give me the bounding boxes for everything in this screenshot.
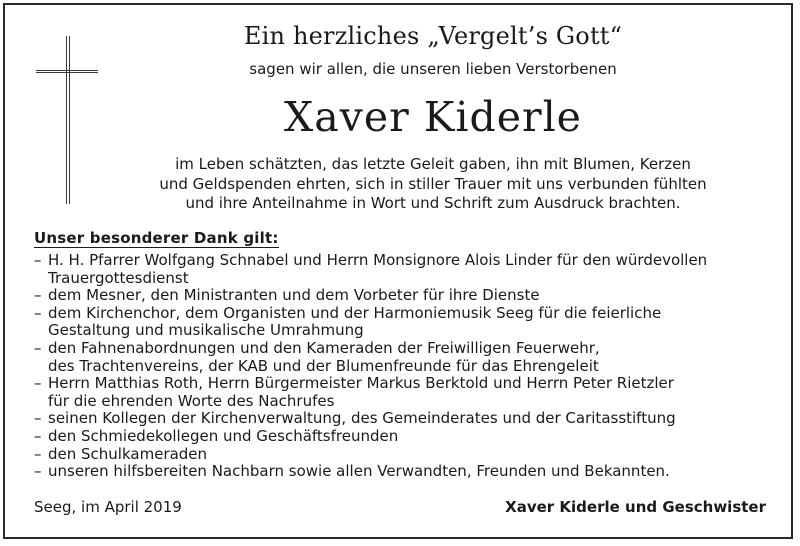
intro-line: und ihre Anteilnahme in Wort und Schrift zum Ausdruck brachten.: [185, 194, 681, 212]
dash-marker: –: [34, 444, 42, 463]
signature: Xaver Kiderle und Geschwister: [505, 498, 766, 516]
cross-horizontal-beam: [36, 70, 98, 73]
thanks-heading: Unser besonderer Dank gilt:: [34, 229, 279, 247]
thanks-item-line: Gestaltung und musikalische Umrahmung: [48, 321, 364, 340]
thanks-item-line: den Fahnenabordnungen und den Kameraden der Freiwilligen Feuerwehr,: [48, 338, 600, 357]
dash-marker: –: [34, 338, 42, 357]
dash-marker: –: [34, 426, 42, 445]
dash-marker: –: [34, 409, 42, 428]
thanks-item: [34, 446, 774, 464]
thanks-item: [34, 410, 774, 428]
thanks-item: [34, 305, 774, 340]
dash-marker: –: [34, 462, 42, 481]
thanks-item: [34, 252, 774, 287]
thanks-item-line: H. H. Pfarrer Wolfgang Schnabel und Herrn Monsignore Alois Linder für den würdevollen: [48, 251, 708, 269]
dash-marker: –: [34, 251, 42, 269]
dash-marker: –: [34, 303, 42, 322]
thanks-item: [34, 340, 774, 375]
thanks-list: [34, 252, 774, 481]
thanks-item: [34, 463, 774, 481]
dash-marker: –: [34, 374, 42, 393]
thanks-item-line: Herrn Matthias Roth, Herrn Bürgermeister Markus Berktold und Herrn Peter Rietzler: [48, 374, 674, 393]
thanks-item: [34, 375, 774, 410]
thanks-item: [34, 428, 774, 446]
notice-title: Ein herzliches „Vergelt’s Gott“: [243, 22, 623, 50]
dash-marker: –: [34, 286, 42, 305]
intro-line: im Leben schätzten, das letzte Geleit gaben, ihn mit Blumen, Kerzen: [175, 155, 691, 173]
thanks-item-line: für die ehrenden Worte des Nachrufes: [48, 391, 335, 410]
thanks-item-line: den Schulkameraden: [48, 444, 208, 463]
notice-subtitle: sagen wir allen, die unseren lieben Verstorbenen: [249, 60, 617, 78]
thanks-item: [34, 287, 774, 305]
deceased-name: Xaver Kiderle: [284, 93, 582, 141]
thanks-item-line: dem Mesner, den Ministranten und dem Vorbeter für ihre Dienste: [48, 286, 540, 305]
thanks-item-line: dem Kirchenchor, dem Organisten und der Harmoniemusik Seeg für die feierliche: [48, 303, 662, 322]
thanks-item-line: seinen Kollegen der Kirchenverwaltung, des Gemeinderates und der Caritasstiftung: [48, 409, 676, 428]
thanks-item-line: Trauergottesdienst: [48, 268, 189, 287]
place-date: Seeg, im April 2019: [34, 498, 182, 516]
thanks-item-line: den Schmiedekollegen und Geschäftsfreunden: [48, 426, 399, 445]
intro-line: und Geldspenden ehrten, sich in stiller Trauer mit uns verbunden fühlten: [159, 174, 707, 193]
intro-paragraph: [120, 155, 746, 214]
cross-vertical-beam: [66, 36, 70, 204]
thanks-item-line: des Trachtenvereins, der KAB und der Blumenfreunde für das Ehrengeleit: [48, 356, 599, 375]
thanks-item-line: unseren hilfsbereiten Nachbarn sowie allen Verwandten, Freunden und Bekannten.: [48, 462, 670, 481]
